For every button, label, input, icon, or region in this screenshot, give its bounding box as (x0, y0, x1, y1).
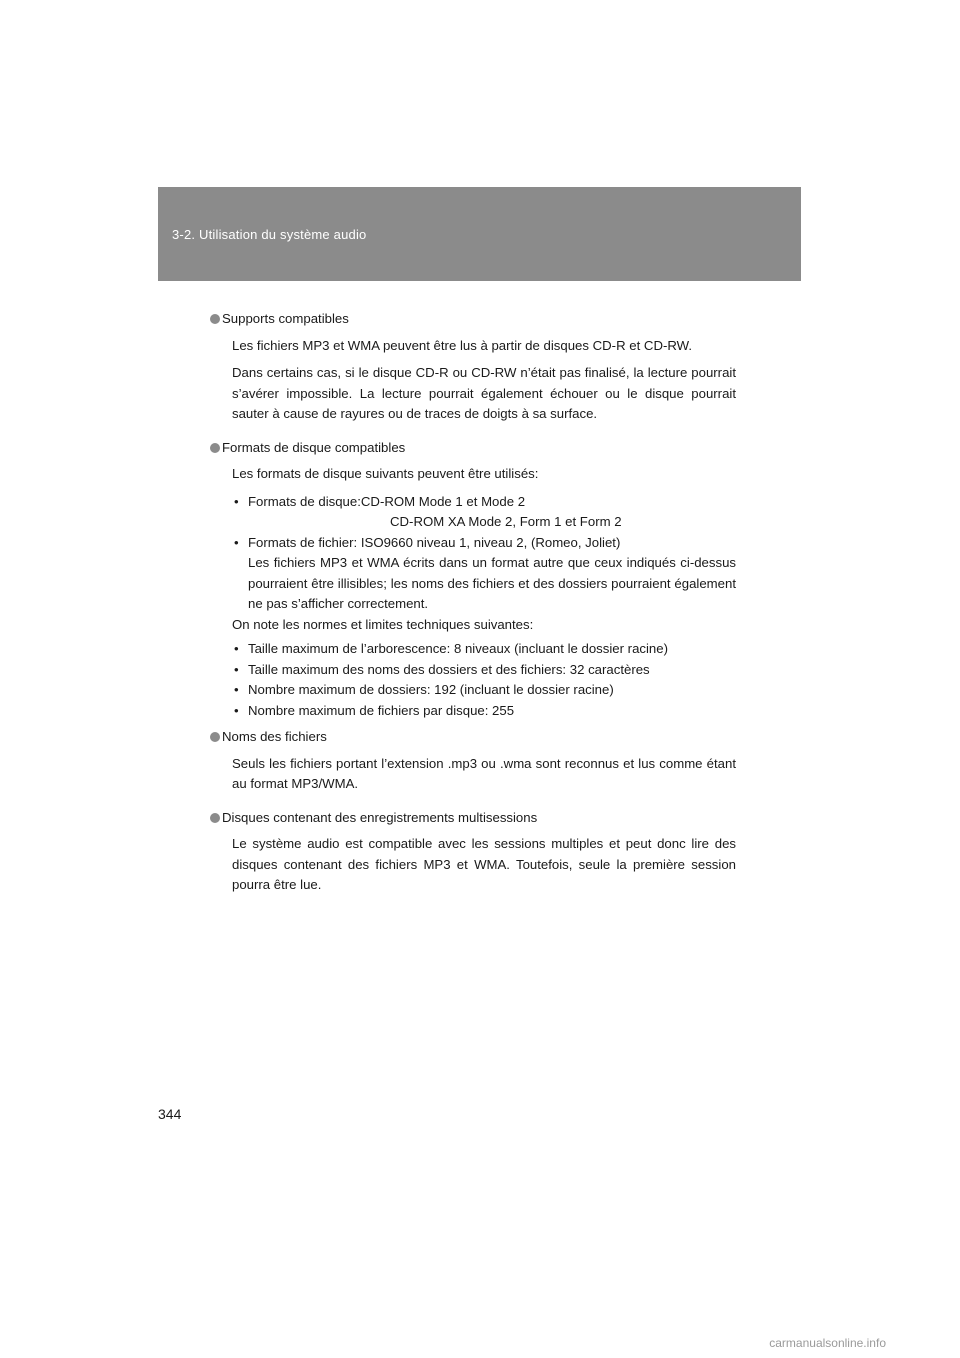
heading-noms (222, 727, 736, 748)
paragraph: Les fichiers MP3 et WMA peuvent être lus à partir de disques CD-R et CD-RW. (232, 337, 693, 353)
section-heading: Formats de disque compatibles (222, 439, 406, 455)
section-multisessions (222, 808, 736, 896)
limit-text: Taille maximum des noms des dossiers et des fichiers: 32 caractères (248, 661, 650, 677)
list-item (232, 701, 736, 722)
list-bullet: • (234, 661, 239, 677)
paragraph: Les formats de disque suivants peuvent être utilisés: (232, 466, 539, 481)
page-number: 344 (158, 1106, 182, 1122)
list-item (232, 680, 736, 701)
limit-text: Nombre maximum de dossiers: 192 (incluant le dossier racine) (248, 682, 614, 697)
list-bullet: • (234, 682, 239, 697)
section-heading: Supports compatibles (222, 311, 349, 326)
disc-format-label: Formats de disque: (248, 493, 361, 509)
list-bullet: • (234, 641, 239, 656)
disc-format-value: CD-ROM XA Mode 2, Form 1 et Form 2 (390, 514, 622, 529)
paragraph: Dans certains cas, si le disque CD-R ou CD-RW n’était pas finalisé, la lecture pourrait s’avérer impossible. La lecture pourrait également échouer ou le disque pourrait sauter à cause de rayures ou de traces de doigts à sa surface. (232, 365, 736, 421)
section-header-band (158, 187, 801, 281)
file-format-note: Les fichiers MP3 et WMA écrits dans un format autre que ceux indiqués ci-dessus pourraient être illisibles; les noms des fichiers et des dossiers pourraient également ne pas s’afficher correctement. (248, 555, 736, 611)
section-noms-fichiers (222, 727, 736, 795)
list-item-file-formats (232, 533, 736, 615)
limit-text: Taille maximum de l’arborescence: 8 niveaux (incluant le dossier racine) (248, 641, 668, 656)
paragraph: On note les normes et limites techniques suivantes: (232, 616, 534, 632)
section-heading: Disques contenant des enregistrements multisessions (222, 809, 538, 825)
heading-formats (222, 438, 736, 459)
section-title: 3-2. Utilisation du système audio (172, 227, 367, 242)
section-supports-compatibles (222, 309, 736, 425)
limit-text: Nombre maximum de fichiers par disque: 255 (248, 702, 515, 718)
bullet-circle-icon (210, 443, 220, 453)
bullet-circle-icon (210, 813, 220, 823)
list-bullet: • (234, 534, 239, 550)
heading-multisessions (222, 808, 736, 829)
page-content (222, 309, 736, 903)
section-formats-compatibles (222, 438, 736, 722)
paragraph: Seuls les fichiers portant l’extension .mp3 ou .wma sont reconnus et lus comme étant au format MP3/WMA. (232, 755, 736, 791)
list-bullet: • (234, 493, 239, 509)
watermark: carmanualsonline.info (769, 1336, 886, 1350)
bullet-circle-icon (210, 732, 220, 742)
file-format: Formats de fichier: ISO9660 niveau 1, niveau 2, (Romeo, Joliet) (248, 534, 621, 550)
bullet-circle-icon (210, 314, 220, 324)
heading-supports (222, 309, 736, 330)
list-bullet: • (234, 702, 239, 718)
list-item (232, 639, 736, 660)
paragraph: Le système audio est compatible avec les sessions multiples et peut donc lire des disques contenant des fichiers MP3 et WMA. Toutefois, seule la première session pourra être lue. (232, 836, 736, 892)
list-item-disc-formats (232, 492, 736, 533)
list-item (232, 660, 736, 681)
disc-format-value: CD-ROM Mode 1 et Mode 2 (360, 493, 526, 509)
section-heading: Noms des fichiers (222, 729, 327, 744)
